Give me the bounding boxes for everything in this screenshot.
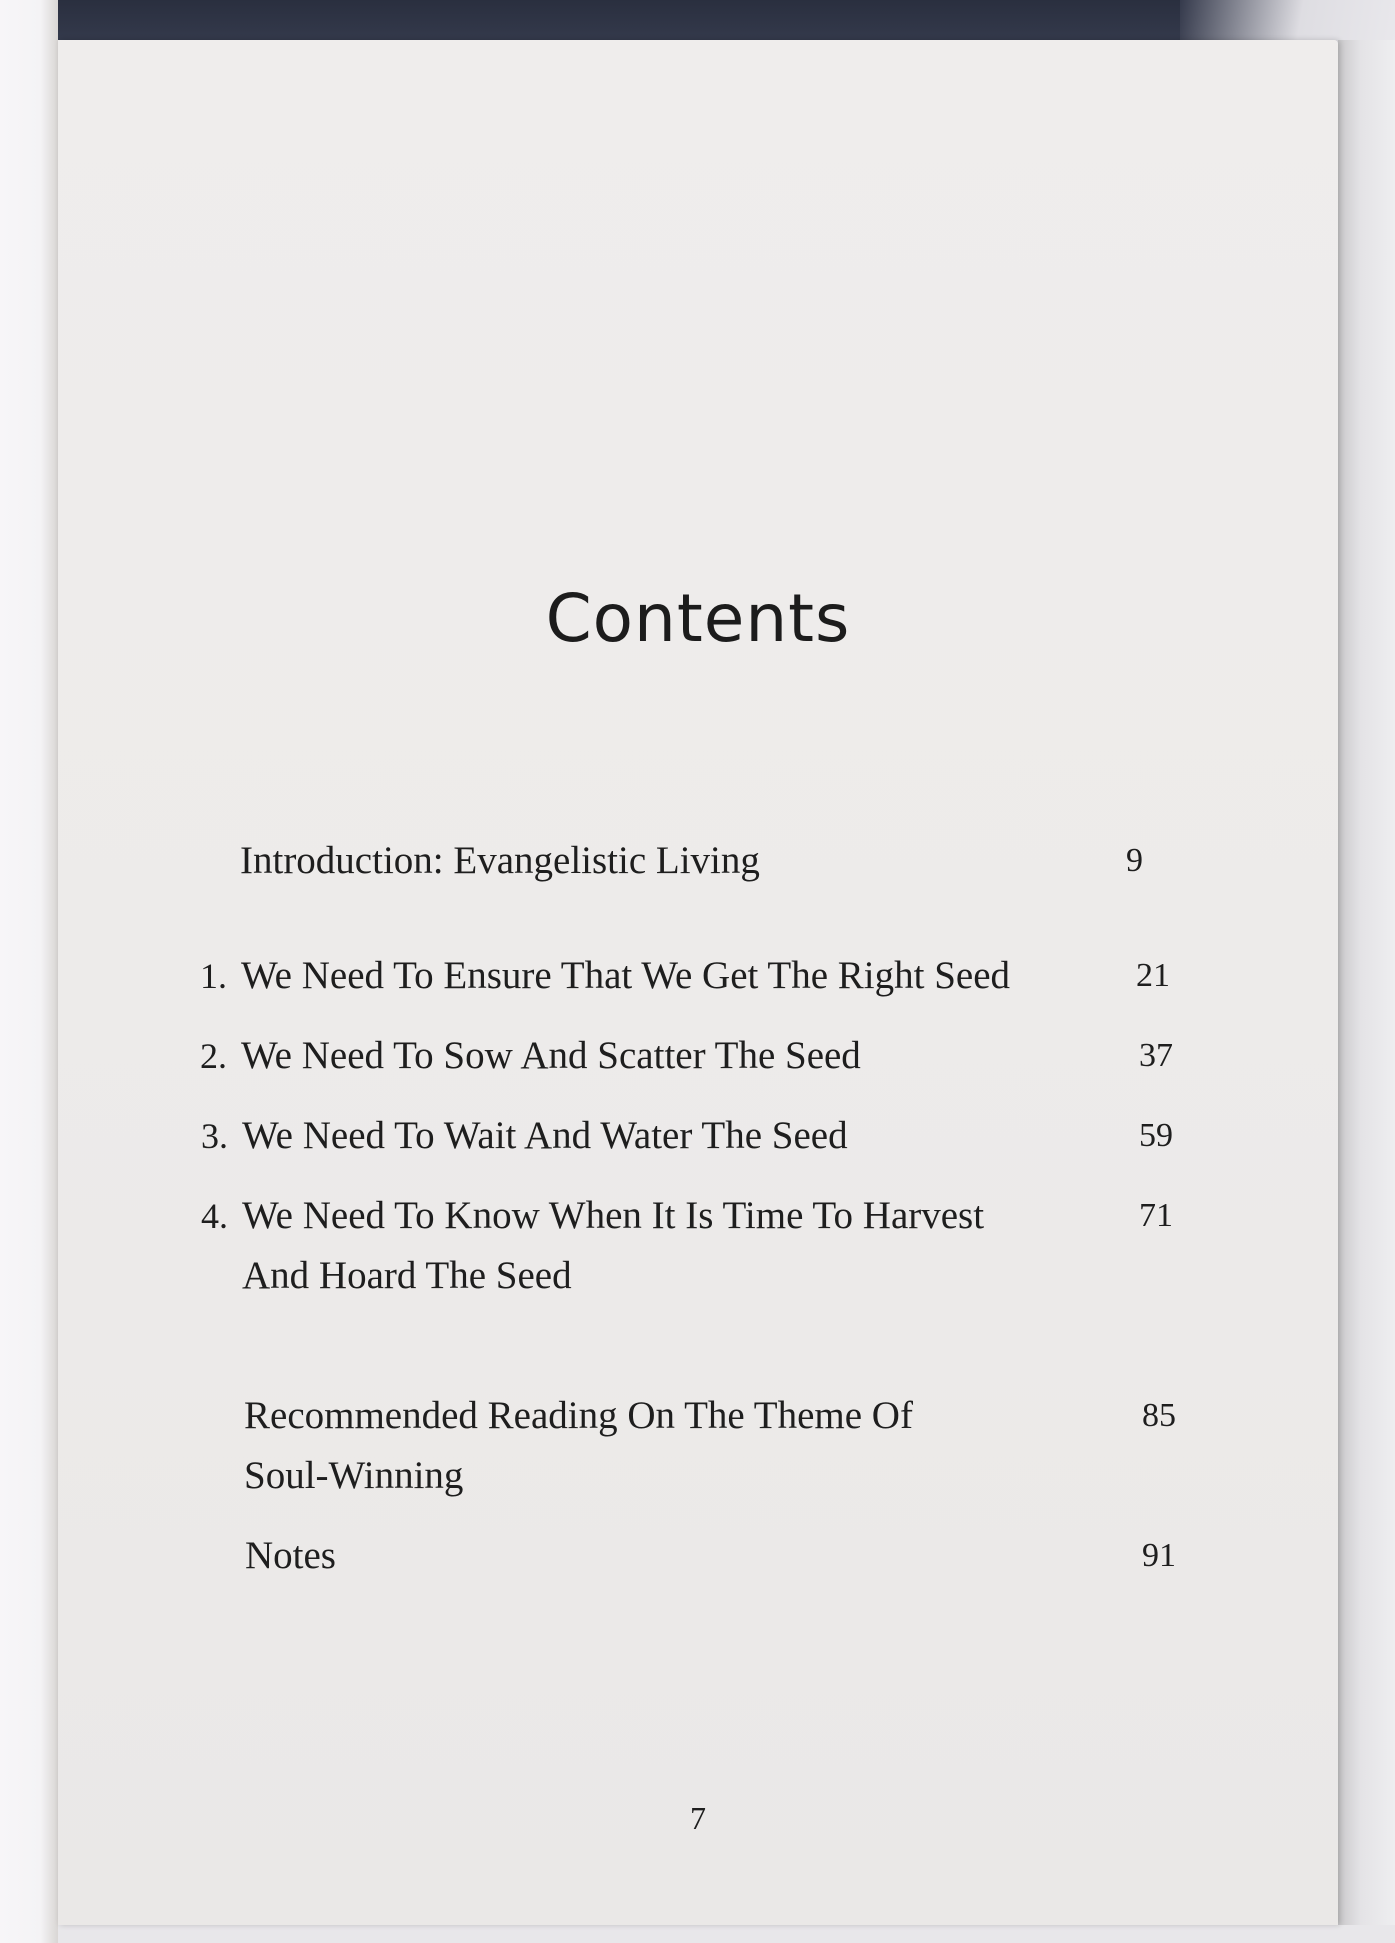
page-number: 7: [690, 1800, 706, 1836]
toc-entry-title: We Need To Ensure That We Get The Right Seed: [241, 954, 1011, 997]
toc-entry-page: 71: [1139, 1197, 1173, 1234]
toc-entry-title: We Need To Sow And Scatter The Seed: [241, 1034, 861, 1077]
toc-entry-number: 1.: [200, 956, 227, 996]
background-bottom: [0, 1925, 1395, 1943]
toc-entry-title: Notes: [245, 1534, 336, 1577]
toc-entry-page: 37: [1139, 1037, 1173, 1074]
page-title: Contents: [545, 580, 851, 657]
background-surface: [1338, 40, 1395, 1943]
toc-entry-title-line-1: We Need To Know When It Is Time To Harvest: [242, 1194, 985, 1237]
book-page: [58, 40, 1338, 1925]
toc-entry-number: 2.: [200, 1036, 227, 1076]
toc-entry-title-line-2: And Hoard The Seed: [242, 1254, 572, 1297]
toc-entry-page: 21: [1136, 957, 1170, 994]
toc-entry-page: 59: [1139, 1117, 1173, 1154]
book-fore-edge: [0, 0, 58, 1943]
toc-entry-title: We Need To Wait And Water The Seed: [242, 1114, 848, 1157]
toc-entry-title-line-2: Soul-Winning: [244, 1454, 464, 1497]
toc-entry-page: 85: [1142, 1397, 1176, 1434]
toc-entry-number: 4.: [201, 1196, 228, 1236]
toc-entry-title: Introduction: Evangelistic Living: [240, 839, 760, 882]
toc-entry-number: 3.: [201, 1116, 228, 1156]
toc-entry-title-line-1: Recommended Reading On The Theme Of: [244, 1394, 913, 1437]
toc-entry-page: 91: [1142, 1537, 1176, 1574]
toc-entry-page: 9: [1126, 842, 1143, 879]
